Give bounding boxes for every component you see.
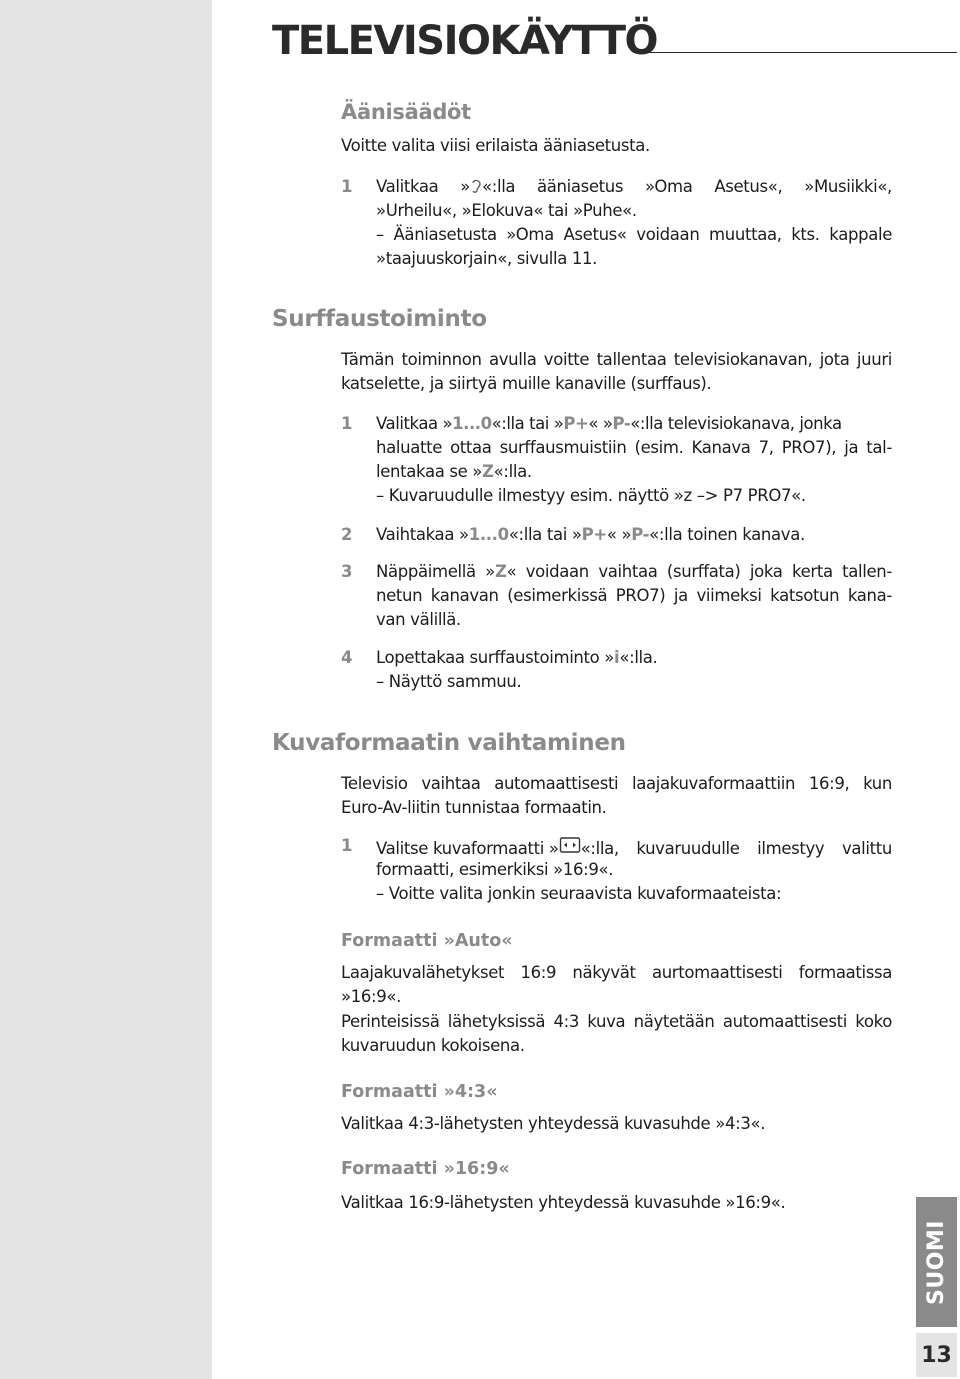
page-number-box	[916, 1333, 957, 1377]
title-rule	[637, 52, 957, 53]
sound-heading: Äänisäädöt	[341, 100, 471, 124]
format-auto-line3: Perinteisissä lähetyksissä 4:3 kuva näytetään automaattisesti koko	[341, 1012, 892, 1031]
surf-step4-line1: Lopettakaa surffaustoiminto »i«:lla.	[376, 648, 658, 667]
picture-format-icon	[559, 836, 581, 854]
surf-step3-line1: Näppäimellä »Z« voidaan vaihtaa (surffata) joka kerta tallen-	[376, 562, 892, 581]
surf-step4-number: 4	[341, 648, 353, 667]
format-intro-line1: Televisio vaihtaa automaattisesti laajakuvaformaattiin 16:9, kun	[341, 774, 892, 793]
format-step1-number: 1	[341, 836, 353, 855]
sound-step1-line3: – Ääniasetusta »Oma Asetus« voidaan muuttaa, kts. kappale	[376, 225, 892, 244]
surf-step1-line3: lentakaa se »Z«:lla.	[376, 462, 532, 481]
sound-step1-line1	[376, 177, 892, 197]
format-169-heading: Formaatti »16:9«	[341, 1159, 510, 1179]
z-key: Z	[494, 562, 507, 581]
format-169-line1: Valitkaa 16:9-lähetysten yhteydessä kuvasuhde »16:9«.	[341, 1193, 786, 1212]
format-43-heading: Formaatti »4:3«	[341, 1082, 498, 1102]
program-down-key: P-	[631, 525, 650, 544]
sound-step1-word: »Musiikki«,	[804, 177, 892, 196]
surf-step3-number: 3	[341, 562, 353, 581]
page-title: TELEVISIOKÄYTTÖ	[272, 18, 658, 64]
surf-step1-line2: haluatte ottaa surffausmuistiin (esim. Kanava 7, PRO7), ja tal-	[376, 438, 892, 457]
sound-step1-word: ääniasetus	[536, 177, 624, 196]
surf-heading: Surffaustoiminto	[272, 306, 487, 332]
program-up-key: P+	[581, 525, 607, 544]
digit-keys: 1...0	[468, 525, 509, 544]
left-margin-band	[0, 0, 212, 1379]
surf-intro-line1: Tämän toiminnon avulla voitte tallentaa televisiokanavan, jota juuri	[341, 350, 892, 369]
sound-step1-number: 1	[341, 177, 353, 196]
sound-intro: Voitte valita viisi erilaista ääniasetusta.	[341, 136, 650, 155]
info-key: i	[614, 648, 620, 667]
surf-step3-line3: van välillä.	[376, 610, 461, 629]
format-43-line1: Valitkaa 4:3-lähetysten yhteydessä kuvasuhde »4:3«.	[341, 1114, 766, 1133]
language-text: SUOMI	[924, 1219, 949, 1305]
format-step1-line2: formaatti, esimerkiksi »16:9«.	[376, 860, 614, 879]
sound-step1-line2: »Urheilu«, »Elokuva« tai »Puhe«.	[376, 201, 637, 220]
surf-step2-number: 2	[341, 525, 353, 544]
language-label	[916, 1197, 957, 1327]
surf-step2-line1: Vaihtakaa »1...0«:lla tai »P+« »P-«:lla toinen kanava.	[376, 525, 805, 544]
sound-step1-line4: »taajuuskorjain«, sivulla 11.	[376, 249, 598, 268]
format-auto-line4: kuvaruudun kokoisena.	[341, 1036, 525, 1055]
z-key: Z	[482, 462, 494, 481]
surf-step1-line4: – Kuvaruudulle ilmestyy esim. näyttö »z –> P7 PRO7«.	[376, 486, 806, 505]
format-auto-heading: Formaatti »Auto«	[341, 931, 513, 951]
sound-mode-icon	[470, 178, 482, 194]
format-auto-line2: »16:9«.	[341, 987, 402, 1006]
program-down-key: P-	[612, 414, 631, 433]
format-step1-line3: – Voitte valita jonkin seuraavista kuvaformaateista:	[376, 884, 782, 903]
page-number: 13	[921, 1342, 952, 1368]
format-auto-line1: Laajakuvalähetykset 16:9 näkyvät aurtomaattisesti formaatissa	[341, 963, 892, 982]
surf-step1-number: 1	[341, 414, 353, 433]
format-intro-line2: Euro-Av-liitin tunnistaa formaatin.	[341, 798, 607, 817]
sound-step1-word: Asetus«,	[714, 177, 783, 196]
surf-step1-line1: Valitkaa »1...0«:lla tai »P+« »P-«:lla televisiokanava, jonka	[376, 414, 842, 433]
surf-step4-line2: – Näyttö sammuu.	[376, 672, 522, 691]
surf-step3-line2: netun kanavan (esimerkissä PRO7) ja viimeksi katsotun kana-	[376, 586, 892, 605]
sound-step1-button-ref: » «:lla	[460, 177, 516, 196]
sound-step1-word: Valitkaa	[376, 177, 439, 196]
sound-step1-word: »Oma	[644, 177, 693, 196]
program-up-key: P+	[563, 414, 589, 433]
format-step1-line1: Valitse kuvaformaatti » «:lla, kuvaruudulle ilmestyy valittu	[376, 836, 892, 859]
surf-intro-line2: katselette, ja siirtyä muille kanaville (surffaus).	[341, 374, 712, 393]
format-heading: Kuvaformaatin vaihtaminen	[272, 730, 626, 756]
digit-keys: 1...0	[452, 414, 492, 433]
